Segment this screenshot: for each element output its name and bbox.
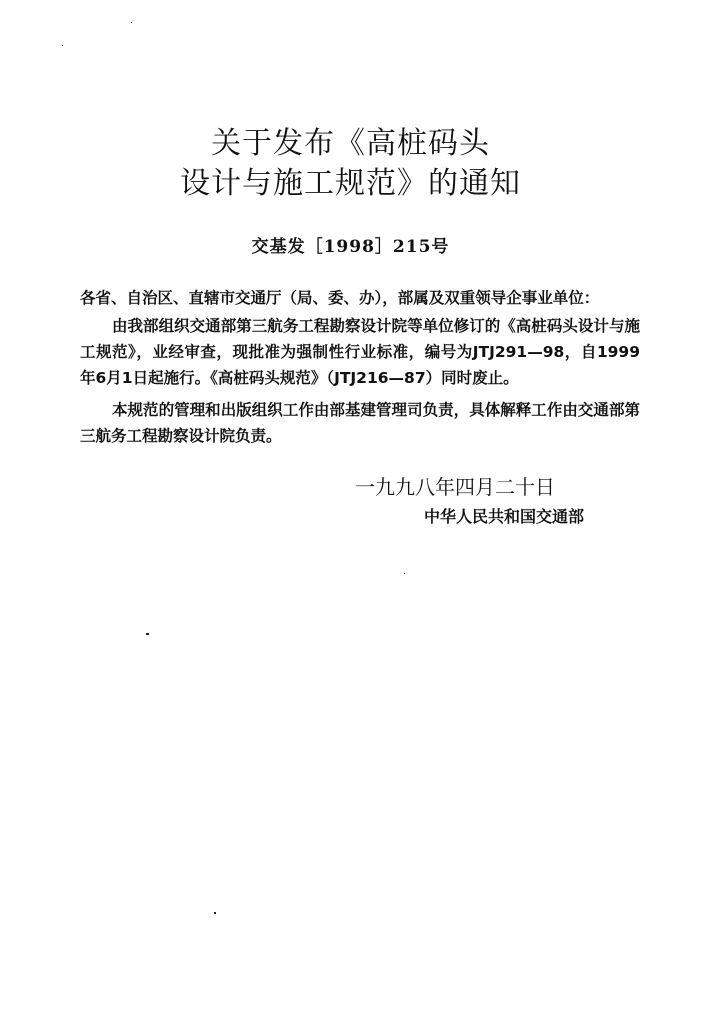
issue-date: 一九九八年四月二十日 [355,475,555,499]
addressee: 各省、自治区、直辖市交通厅（局、委、办），部属及双重领导企事业单位： [80,289,600,307]
title-line-2: 设计与施工规范》的通知 [180,166,521,201]
body-paragraph-2: 本规范的管理和出版组织工作由部基建管理司负责，具体解释工作由交通部第三航务工程勘察设计院负责。 [80,401,640,445]
body-paragraph-1: 由我部组织交通部第三航务工程勘察设计院等单位修订的《高桩码头设计与施工规范》，业经审查，现批准为强制性行业标准，编号为JTJ291—98，自1999年6月1日起施行。《高桩码头规范》（JTJ216—87）同时废止。 [80,317,640,387]
scan-speck [214,912,216,914]
scan-speck [131,22,132,23]
issuing-organization: 中华人民共和国交通部 [424,507,585,526]
scan-speck [146,633,149,635]
document-number: 交基发［1998］215号 [251,237,450,257]
title-line-1: 关于发布《高桩码头 [211,126,490,161]
scan-speck [62,45,63,46]
scan-speck [404,573,405,574]
